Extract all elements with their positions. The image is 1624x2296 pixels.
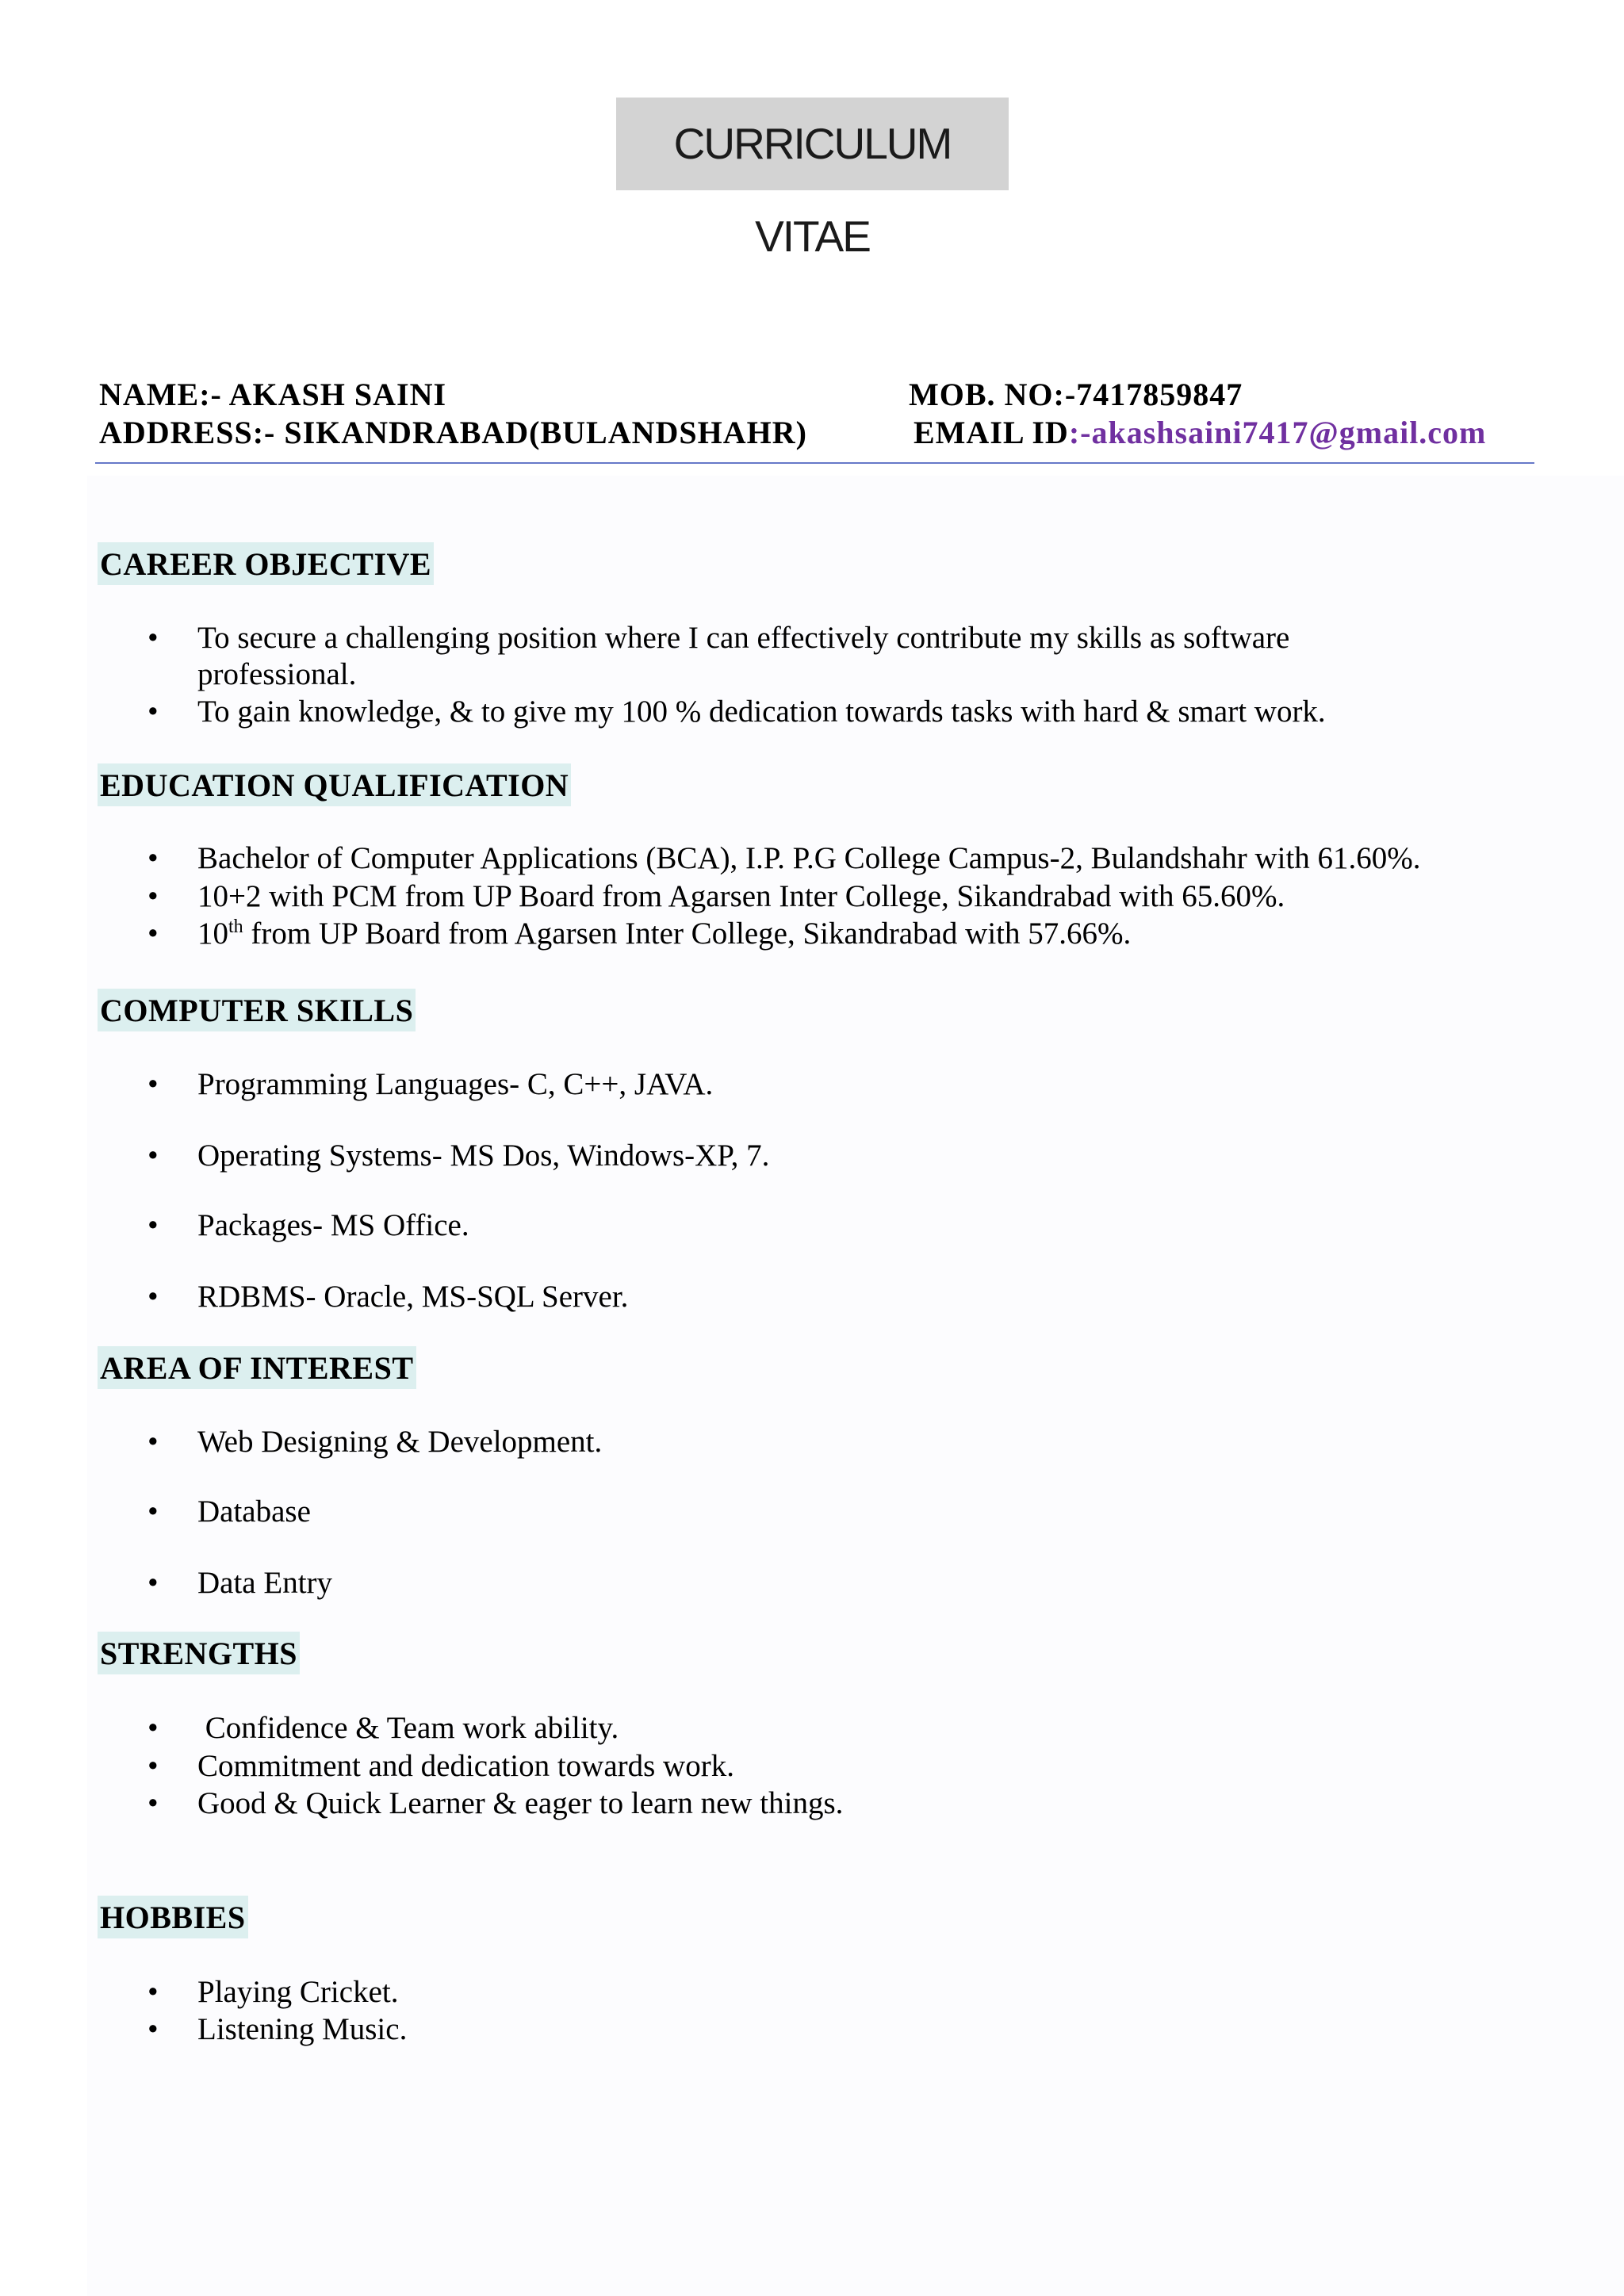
- bullet-icon: •: [147, 841, 159, 875]
- name-value: AKASH SAINI: [228, 377, 447, 412]
- bullet-icon: •: [147, 695, 159, 729]
- email-link[interactable]: :-akashsaini7417@gmail.com: [1068, 415, 1487, 450]
- email-label: EMAIL ID: [914, 415, 1069, 450]
- bullet-icon: •: [147, 1067, 159, 1101]
- bullet-icon: •: [147, 1425, 159, 1459]
- bullet-icon: •: [147, 2012, 159, 2046]
- education-heading: EDUCATION QUALIFICATION: [98, 763, 571, 806]
- bullet-icon: •: [147, 1138, 159, 1173]
- mobile-value: 7417859847: [1076, 377, 1243, 412]
- bullet-icon: •: [147, 1208, 159, 1242]
- header-divider: [95, 462, 1534, 464]
- address-value: SIKANDRABAD(BULANDSHAHR): [284, 415, 807, 450]
- bullet-icon: •: [147, 621, 159, 655]
- mobile-line: [909, 376, 1243, 413]
- computer-skills-heading: COMPUTER SKILLS: [98, 989, 416, 1031]
- mobile-label: MOB. NO:-: [909, 377, 1077, 412]
- name-label: NAME:-: [99, 377, 222, 412]
- area-of-interest-heading: AREA OF INTEREST: [98, 1346, 416, 1389]
- address-line: [99, 414, 807, 451]
- list-item-continuation: professional.: [197, 657, 357, 691]
- bullet-icon: •: [147, 916, 159, 951]
- bullet-icon: •: [147, 1280, 159, 1314]
- bullet-icon: •: [147, 1566, 159, 1600]
- name-line: [99, 376, 446, 413]
- document-title: CURRICULUM VITAE: [616, 98, 1009, 190]
- bullet-icon: •: [147, 1975, 159, 2009]
- email-line: [914, 414, 1486, 451]
- career-objective-heading: CAREER OBJECTIVE: [98, 542, 434, 585]
- bullet-icon: •: [147, 1494, 159, 1529]
- bullet-icon: •: [147, 1711, 159, 1745]
- bullet-icon: •: [147, 1786, 159, 1820]
- strengths-heading: STRENGTHS: [98, 1632, 300, 1674]
- hobbies-heading: HOBBIES: [98, 1896, 248, 1938]
- bullet-icon: •: [147, 879, 159, 913]
- bullet-icon: •: [147, 1749, 159, 1783]
- address-label: ADDRESS:-: [99, 415, 276, 450]
